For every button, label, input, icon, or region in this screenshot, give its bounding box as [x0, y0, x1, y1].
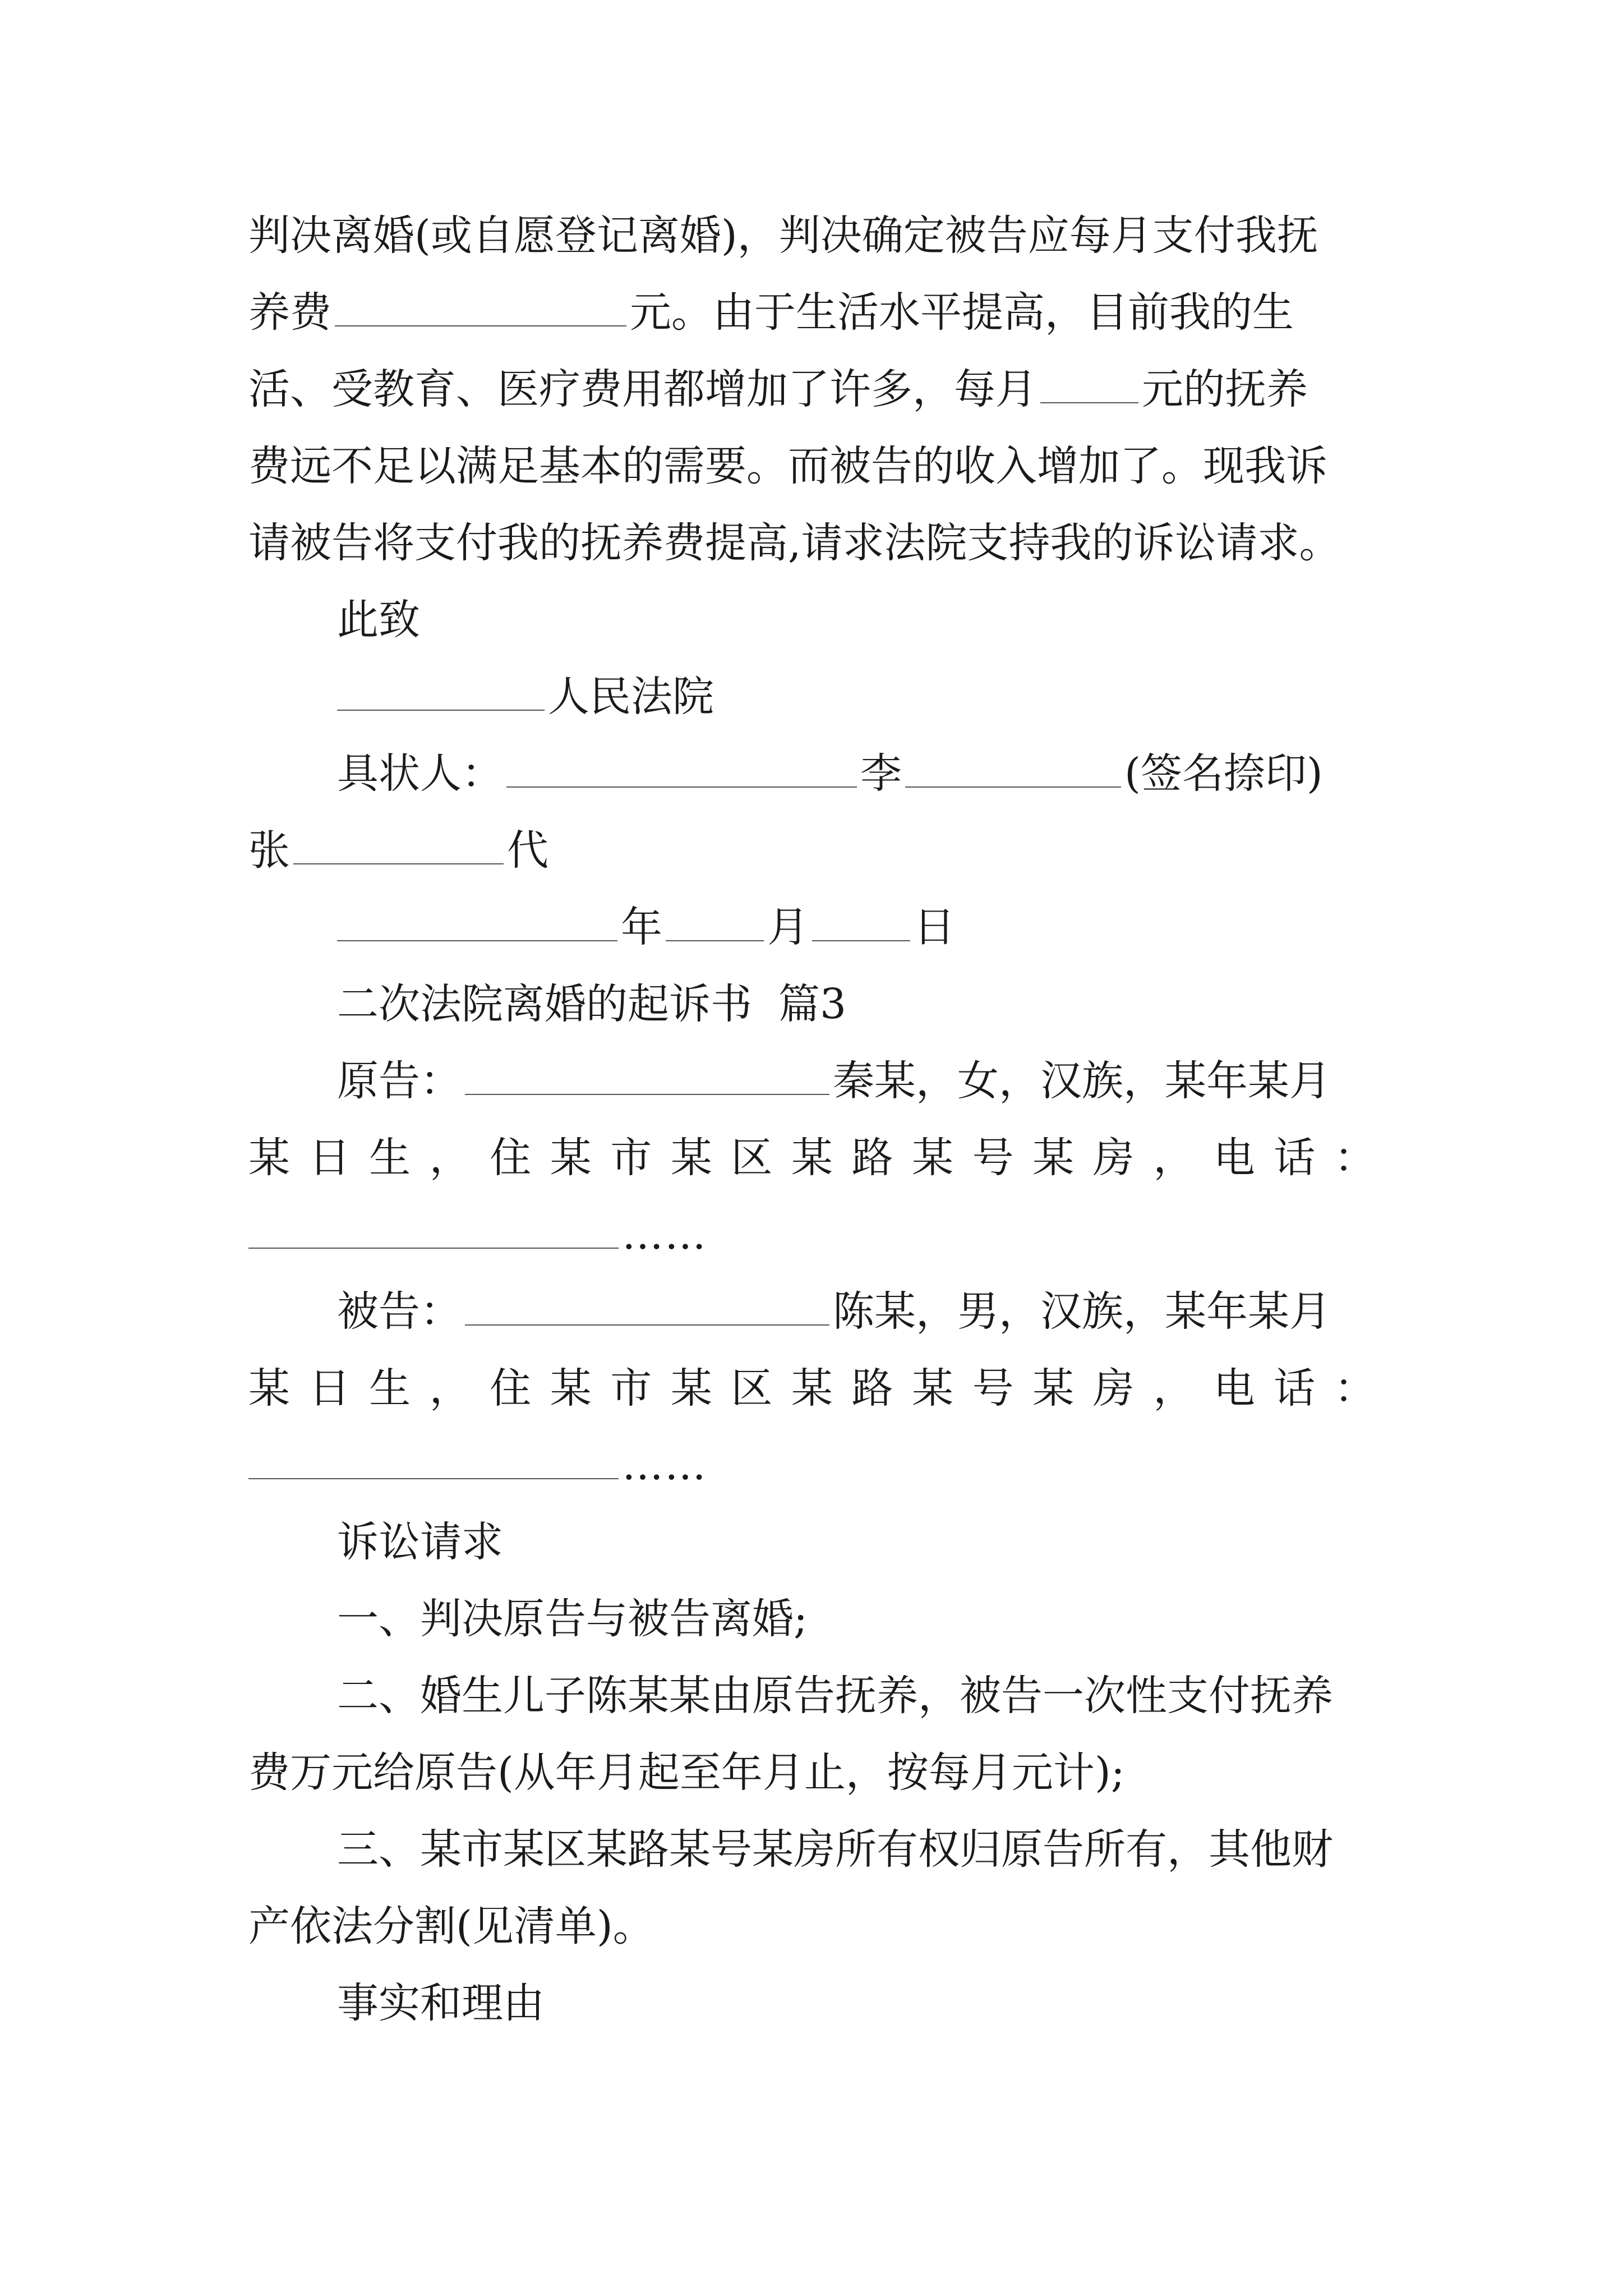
plaintiff-char: 话	[1274, 1134, 1316, 1182]
month-label: 月	[767, 903, 809, 951]
defendant-char: 市	[610, 1364, 652, 1412]
defendant-info-1: 陈某，男，汉族，某年某月	[833, 1287, 1331, 1336]
year-blank	[337, 901, 617, 941]
claim-item-1: 一、判决原告与被告离婚;	[337, 1595, 808, 1643]
defendant-char: 某	[248, 1364, 290, 1412]
day-label: 日	[914, 903, 955, 951]
plaintiff-char: 电	[1213, 1134, 1255, 1182]
plaintiff-char: 路	[851, 1134, 893, 1182]
signer-blank-1	[506, 747, 857, 788]
signer-name1: 李	[860, 749, 902, 798]
plaintiff-char: 市	[610, 1134, 652, 1182]
plaintiff-line1	[337, 1053, 1331, 1109]
month-blank	[666, 901, 764, 941]
plaintiff-char: 某	[550, 1134, 592, 1182]
plaintiff-char: 房	[1092, 1134, 1135, 1182]
court-label: 人民法院	[548, 673, 714, 721]
defendant-char: 某	[791, 1364, 833, 1412]
defendant-char: 电	[1213, 1364, 1255, 1412]
plaintiff-char: 住	[490, 1134, 532, 1182]
defendant-char: 日	[308, 1364, 351, 1412]
court-name-blank	[337, 670, 545, 711]
para1-line4: 费远不足以满足基本的需要。而被告的收入增加了。现我诉	[248, 442, 1327, 490]
defendant-char: 某	[912, 1364, 954, 1412]
signer-line	[337, 746, 1323, 802]
plaintiff-char: 某	[670, 1134, 712, 1182]
para1-line1: 判决离婚(或自愿登记离婚)，判决确定被告应每月支付我抚	[248, 211, 1318, 260]
defendant-char: 区	[731, 1364, 773, 1412]
plaintiff-char: 某	[1032, 1134, 1075, 1182]
plaintiff-char: ：	[1334, 1134, 1376, 1182]
defendant-char: 号	[972, 1364, 1014, 1412]
plaintiff-char: 日	[308, 1134, 351, 1182]
defendant-char: ，	[1153, 1364, 1195, 1412]
amount-blank	[335, 286, 626, 326]
defendant-char: 某	[1032, 1364, 1075, 1412]
para1-line2-before: 养费	[248, 288, 331, 337]
plaintiff-info-1: 秦某，女，汉族，某年某月	[833, 1057, 1331, 1105]
para1-line3-after: 元的抚养	[1142, 365, 1308, 413]
para1-line2-after: 元。由于生活水平提高，目前我的生	[630, 288, 1294, 337]
section-title: 二次法院离婚的起诉书 篇3	[337, 980, 847, 1028]
claim-item-2-line1: 二、婚生儿子陈某某由原告抚养，被告一次性支付抚养	[337, 1672, 1333, 1720]
claim-item-3-line1: 三、某市某区某路某号某房所有权归原告所有，其他财	[337, 1825, 1333, 1874]
defendant-line1	[337, 1283, 1331, 1340]
plaintiff-char: 生	[369, 1134, 411, 1182]
plaintiff-line3	[248, 1207, 707, 1263]
defendant-label: 被告：	[337, 1287, 462, 1336]
para1-line2	[248, 284, 1294, 341]
defendant-char: 房	[1092, 1364, 1135, 1412]
defendant-phone-blank	[248, 1439, 619, 1479]
plaintiff-phone-blank	[248, 1208, 619, 1249]
plaintiff-char: 某	[248, 1134, 290, 1182]
defendant-ellipsis: ……	[622, 1441, 707, 1489]
plaintiff-char: 某	[912, 1134, 954, 1182]
proxy-blank	[293, 824, 504, 864]
para1-line5: 请被告将支付我的抚养费提高,请求法院支持我的诉讼请求。	[248, 519, 1341, 567]
plaintiff-label: 原告：	[337, 1057, 462, 1105]
signer-label: 具状人：	[337, 749, 503, 798]
plaintiff-line2	[248, 1130, 1376, 1186]
facts-heading: 事实和理由	[337, 1979, 545, 2027]
para1-line3	[248, 361, 1308, 417]
day-blank	[812, 901, 910, 941]
plaintiff-char: 区	[731, 1134, 773, 1182]
defendant-line2	[248, 1360, 1376, 1416]
defendant-char: 某	[670, 1364, 712, 1412]
court-line	[337, 669, 714, 725]
claim-item-2-line2: 费万元给原告(从年月起至年月止，按每月元计);	[248, 1749, 1125, 1797]
defendant-line3	[248, 1437, 707, 1493]
signer-note: (签名捺印)	[1124, 749, 1323, 798]
proxy-line	[248, 822, 548, 878]
claim-item-3-line2: 产依法分割(见清单)。	[248, 1902, 654, 1950]
plaintiff-char: 号	[972, 1134, 1014, 1182]
monthly-amount-blank	[1040, 363, 1138, 403]
defendant-char: 路	[851, 1364, 893, 1412]
signer-proxy: 代	[507, 826, 548, 875]
plaintiff-char: ，	[1153, 1134, 1195, 1182]
plaintiff-char: ，	[429, 1134, 471, 1182]
signer-blank-2	[905, 747, 1121, 788]
defendant-char: 住	[490, 1364, 532, 1412]
plaintiff-ellipsis: ……	[622, 1211, 707, 1259]
date-line	[337, 899, 955, 955]
defendant-char: 某	[550, 1364, 592, 1412]
defendant-char: 话	[1274, 1364, 1316, 1412]
plaintiff-char: 某	[791, 1134, 833, 1182]
defendant-char: ：	[1334, 1364, 1376, 1412]
year-label: 年	[621, 903, 662, 951]
defendant-char: 生	[369, 1364, 411, 1412]
salutation: 此致	[337, 596, 420, 644]
signer-name2: 张	[248, 826, 290, 875]
para1-line3-before: 活、受教育、医疗费用都增加了许多，每月	[248, 365, 1037, 413]
defendant-blank	[465, 1285, 829, 1326]
claims-heading: 诉讼请求	[337, 1518, 503, 1566]
defendant-char: ，	[429, 1364, 471, 1412]
plaintiff-blank	[465, 1055, 829, 1095]
